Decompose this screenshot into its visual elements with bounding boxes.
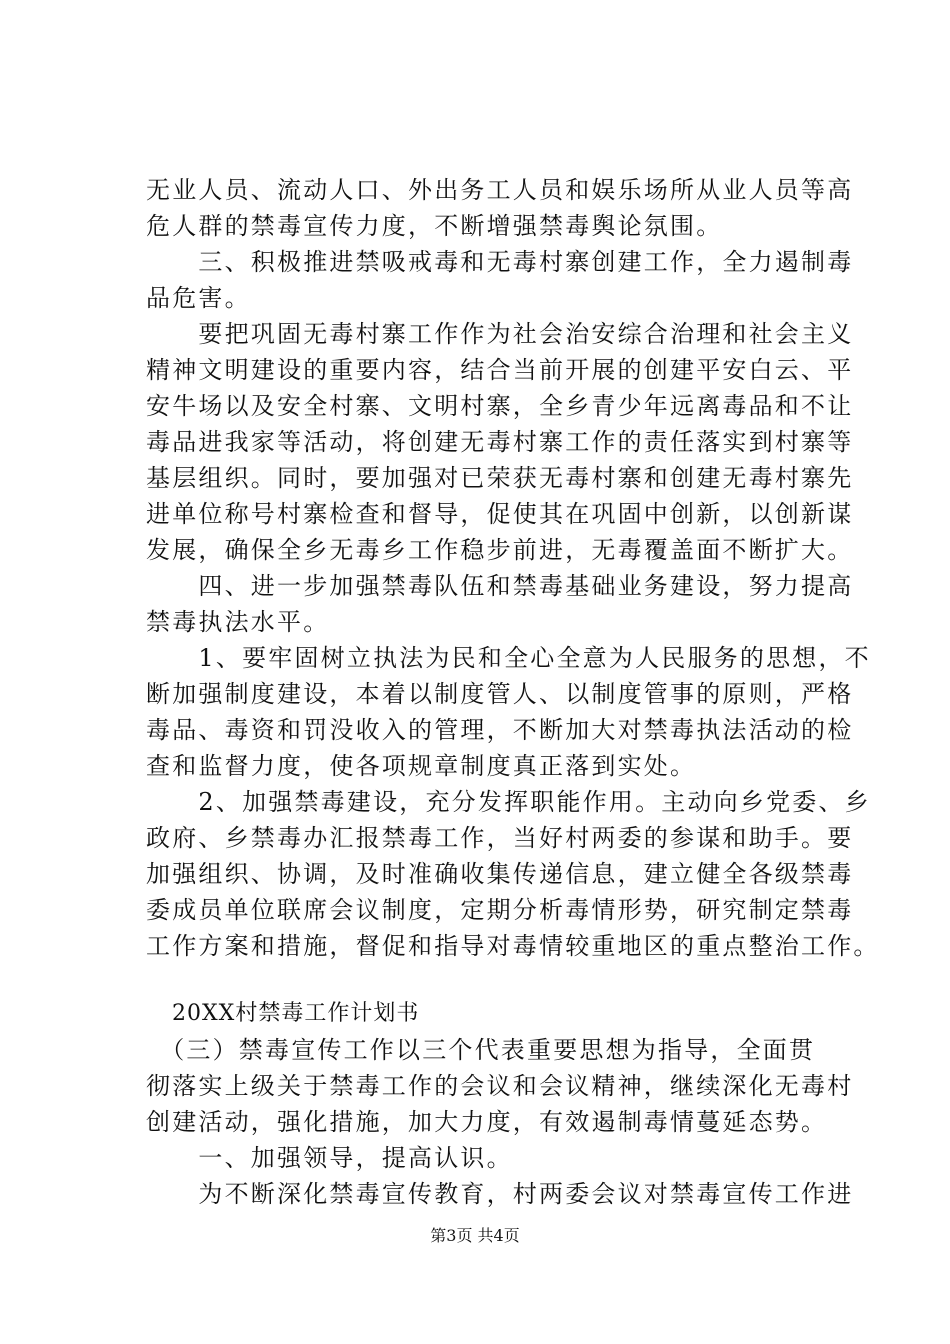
heading-line: 三、积极推进禁吸戒毒和无毒村寨创建工作，全力遏制毒	[146, 248, 854, 276]
body-text-line: 创建活动，强化措施，加大力度，有效遏制毒情蔓延态势。	[146, 1108, 828, 1136]
heading-line: 一、加强领导，提高认识。	[146, 1144, 513, 1172]
body-text-line: 查和监督力度，使各项规章制度真正落到实处。	[146, 752, 697, 780]
body-text-line: 加强组织、协调，及时准确收集传递信息，建立健全各级禁毒	[146, 860, 854, 888]
body-text-line: 2、加强禁毒建设，充分发挥职能作用。主动向乡党委、乡	[146, 788, 871, 816]
body-text-line: 断加强制度建设，本着以制度管人、以制度管事的原则，严格	[146, 680, 854, 708]
heading-line: 四、进一步加强禁毒队伍和禁毒基础业务建设，努力提高	[146, 572, 854, 600]
body-text-line: 委成员单位联席会议制度，定期分析毒情形势，研究制定禁毒	[146, 896, 854, 924]
body-text-line: 安牛场以及安全村寨、文明村寨，全乡青少年远离毒品和不让	[146, 392, 854, 420]
body-text-line: 精神文明建设的重要内容，结合当前开展的创建平安白云、平	[146, 356, 854, 384]
body-text-line: 工作方案和措施，督促和指导对毒情较重地区的重点整治工作。	[146, 932, 880, 960]
body-text-line: 危人群的禁毒宣传力度，不断增强禁毒舆论氛围。	[146, 212, 723, 240]
heading-line: 禁毒执法水平。	[146, 608, 330, 636]
body-text-line: 基层组织。同时，要加强对已荣获无毒村寨和创建无毒村寨先	[146, 464, 854, 492]
body-text-line: 毒品、毒资和罚没收入的管理，不断加大对禁毒执法活动的检	[146, 716, 854, 744]
body-text-line: 1、要牢固树立执法为民和全心全意为人民服务的思想，不	[146, 644, 871, 672]
body-text-line: 进单位称号村寨检查和督导，促使其在巩固中创新，以创新谋	[146, 500, 854, 528]
body-text-line: 要把巩固无毒村寨工作作为社会治安综合治理和社会主义	[146, 320, 854, 348]
page-number-footer: 第3页 共4页	[430, 1226, 520, 1245]
body-text-line: （三）禁毒宣传工作以三个代表重要思想为指导，全面贯	[146, 1036, 816, 1064]
body-text-line: 无业人员、流动人口、外出务工人员和娱乐场所从业人员等高	[146, 176, 854, 204]
body-text-line: 彻落实上级关于禁毒工作的会议和会议精神，继续深化无毒村	[146, 1072, 854, 1100]
document-title: 20XX村禁毒工作计划书	[172, 1001, 420, 1026]
heading-line: 品危害。	[146, 284, 251, 312]
body-text-line: 发展，确保全乡无毒乡工作稳步前进，无毒覆盖面不断扩大。	[146, 536, 854, 564]
body-text-line: 毒品进我家等活动，将创建无毒村寨工作的责任落实到村寨等	[146, 428, 854, 456]
body-text-line: 为不断深化禁毒宣传教育，村两委会议对禁毒宣传工作进	[146, 1180, 854, 1208]
body-text-line: 政府、乡禁毒办汇报禁毒工作，当好村两委的参谋和助手。要	[146, 824, 854, 852]
